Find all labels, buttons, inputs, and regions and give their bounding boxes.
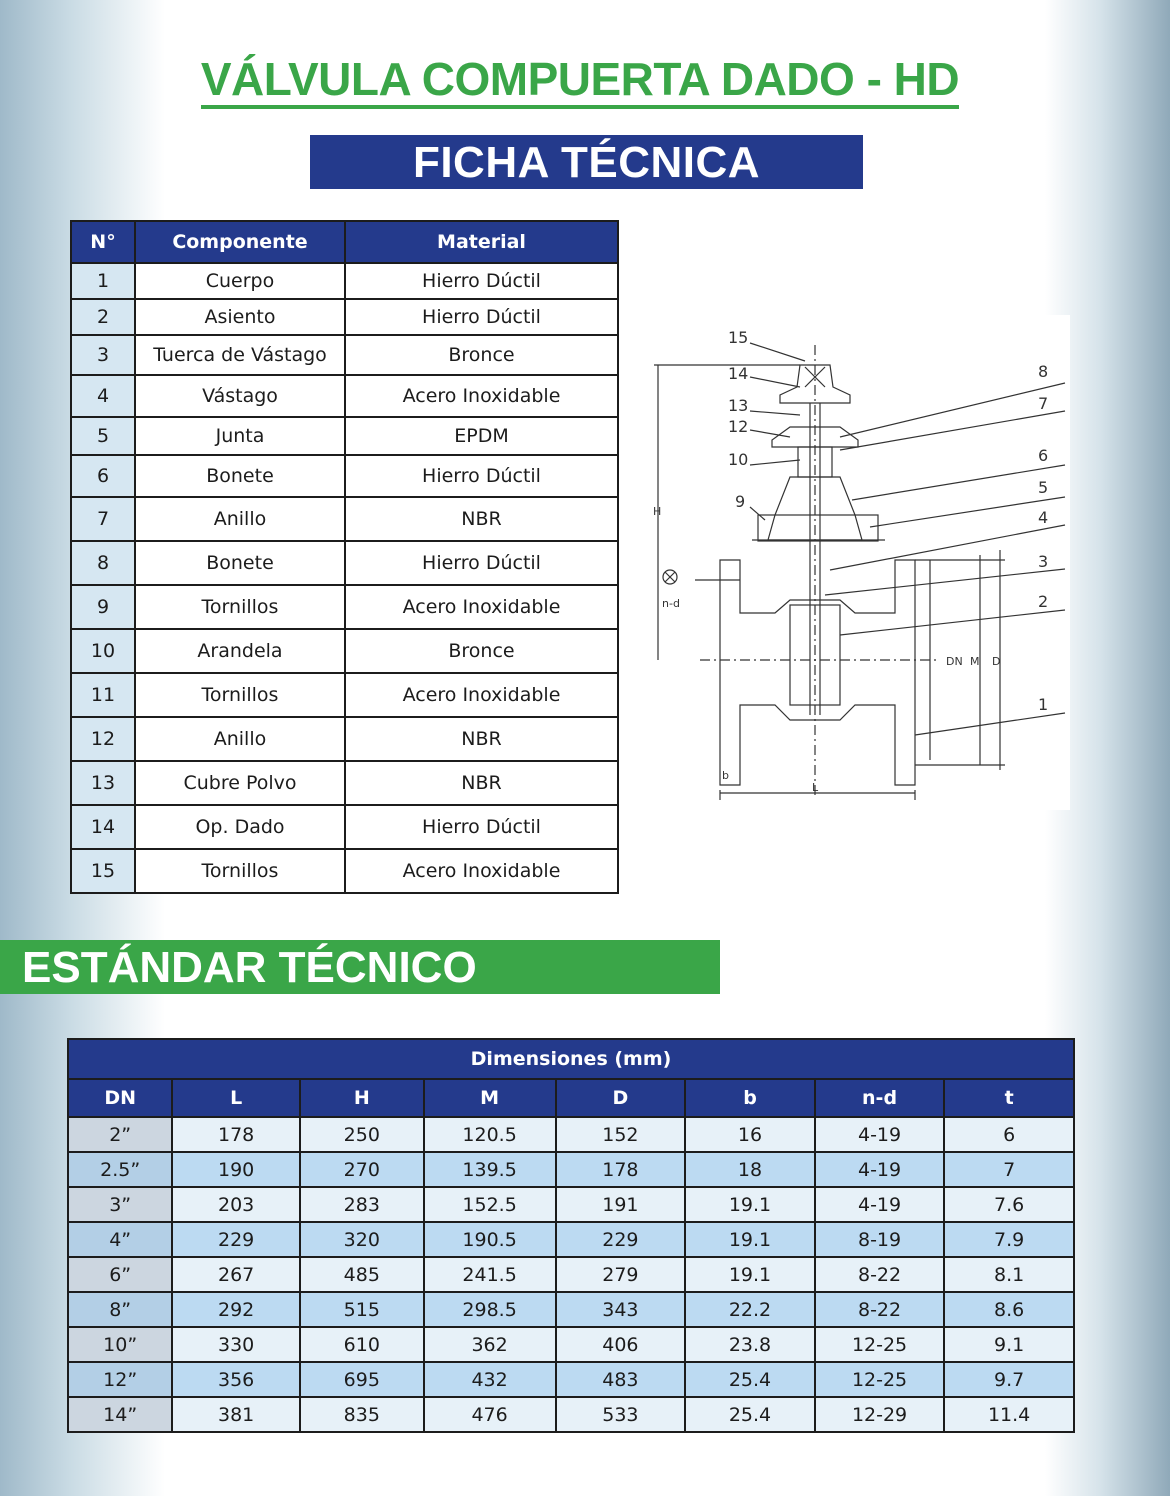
dimension-row xyxy=(68,1222,1074,1257)
component-row xyxy=(71,417,618,455)
dim-cell: 483 xyxy=(556,1362,686,1397)
dim-cell: 279 xyxy=(556,1257,686,1292)
label-dn: DN xyxy=(946,655,963,668)
component-material: NBR xyxy=(345,497,618,541)
dim-cell: 4-19 xyxy=(815,1152,944,1187)
component-row xyxy=(71,673,618,717)
component-material: Acero Inoxidable xyxy=(345,673,618,717)
dim-cell: 270 xyxy=(300,1152,424,1187)
callout-9: 9 xyxy=(735,492,746,511)
component-number: 4 xyxy=(71,375,135,417)
callout-1: 1 xyxy=(1038,695,1049,714)
dim-cell: 12-25 xyxy=(815,1327,944,1362)
dim-header-m: M xyxy=(424,1079,556,1117)
component-row xyxy=(71,375,618,417)
component-number: 3 xyxy=(71,335,135,375)
dim-header-h: H xyxy=(300,1079,424,1117)
dim-cell: 152 xyxy=(556,1117,686,1152)
dim-header-dn: DN xyxy=(68,1079,172,1117)
dim-header-l: L xyxy=(172,1079,300,1117)
component-material: NBR xyxy=(345,761,618,805)
dim-cell: 203 xyxy=(172,1187,300,1222)
dim-cell: 229 xyxy=(172,1222,300,1257)
dim-cell: 8-22 xyxy=(815,1292,944,1327)
label-n-d: n-d xyxy=(662,597,680,610)
component-row xyxy=(71,299,618,335)
component-name: Bonete xyxy=(135,541,345,585)
dim-cell: 12-29 xyxy=(815,1397,944,1432)
dim-cell: 10” xyxy=(68,1327,172,1362)
component-row xyxy=(71,805,618,849)
component-material: Bronce xyxy=(345,335,618,375)
dim-cell: 362 xyxy=(424,1327,556,1362)
callout-8: 8 xyxy=(1038,362,1049,381)
dim-cell: 4-19 xyxy=(815,1117,944,1152)
component-row xyxy=(71,585,618,629)
component-name: Tornillos xyxy=(135,585,345,629)
dim-header-b: b xyxy=(685,1079,815,1117)
dim-cell: 6 xyxy=(944,1117,1074,1152)
dim-cell: 6” xyxy=(68,1257,172,1292)
dimensions-table xyxy=(67,1038,1075,1433)
dimensions-header-row xyxy=(68,1079,1074,1117)
component-number: 2 xyxy=(71,299,135,335)
component-material: Acero Inoxidable xyxy=(345,585,618,629)
dim-cell: 152.5 xyxy=(424,1187,556,1222)
component-number: 5 xyxy=(71,417,135,455)
dim-header-d: D xyxy=(556,1079,686,1117)
callout-13: 13 xyxy=(728,396,749,415)
component-name: Bonete xyxy=(135,455,345,497)
dim-cell: 8” xyxy=(68,1292,172,1327)
col-header-componente: Componente xyxy=(135,221,345,263)
dimension-row xyxy=(68,1152,1074,1187)
dimension-row xyxy=(68,1117,1074,1152)
callout-6: 6 xyxy=(1038,446,1049,465)
dim-cell: 343 xyxy=(556,1292,686,1327)
component-row xyxy=(71,717,618,761)
dim-cell: 190.5 xyxy=(424,1222,556,1257)
dim-cell: 11.4 xyxy=(944,1397,1074,1432)
ficha-tecnica-banner: FICHA TÉCNICA xyxy=(310,135,863,189)
dim-cell: 229 xyxy=(556,1222,686,1257)
component-name: Arandela xyxy=(135,629,345,673)
component-name: Cuerpo xyxy=(135,263,345,299)
component-name: Vástago xyxy=(135,375,345,417)
component-row xyxy=(71,455,618,497)
label-m: M xyxy=(970,655,980,668)
component-name: Anillo xyxy=(135,497,345,541)
dim-header-n-d: n-d xyxy=(815,1079,944,1117)
component-row xyxy=(71,761,618,805)
callout-4: 4 xyxy=(1038,508,1049,527)
page-title-wrap xyxy=(0,52,1160,106)
dim-cell: 381 xyxy=(172,1397,300,1432)
dim-cell: 8-19 xyxy=(815,1222,944,1257)
dim-cell: 22.2 xyxy=(685,1292,815,1327)
component-number: 13 xyxy=(71,761,135,805)
dim-cell: 8.6 xyxy=(944,1292,1074,1327)
callout-3: 3 xyxy=(1038,552,1049,571)
component-material: NBR xyxy=(345,717,618,761)
component-row xyxy=(71,263,618,299)
valve-technical-drawing xyxy=(640,315,1070,810)
dim-cell: 2” xyxy=(68,1117,172,1152)
dim-cell: 14” xyxy=(68,1397,172,1432)
dim-cell: 3” xyxy=(68,1187,172,1222)
component-number: 8 xyxy=(71,541,135,585)
dim-cell: 533 xyxy=(556,1397,686,1432)
component-number: 10 xyxy=(71,629,135,673)
dim-cell: 18 xyxy=(685,1152,815,1187)
dimension-row xyxy=(68,1257,1074,1292)
component-number: 1 xyxy=(71,263,135,299)
dim-cell: 9.1 xyxy=(944,1327,1074,1362)
dim-cell: 23.8 xyxy=(685,1327,815,1362)
dim-cell: 19.1 xyxy=(685,1187,815,1222)
component-material: Bronce xyxy=(345,629,618,673)
page-title: VÁLVULA COMPUERTA DADO - HD xyxy=(201,53,959,109)
component-material: Acero Inoxidable xyxy=(345,375,618,417)
dimension-row xyxy=(68,1292,1074,1327)
dim-cell: 2.5” xyxy=(68,1152,172,1187)
component-material: Hierro Dúctil xyxy=(345,541,618,585)
component-row xyxy=(71,497,618,541)
dim-cell: 356 xyxy=(172,1362,300,1397)
dim-cell: 4-19 xyxy=(815,1187,944,1222)
component-name: Cubre Polvo xyxy=(135,761,345,805)
dim-cell: 330 xyxy=(172,1327,300,1362)
dim-cell: 241.5 xyxy=(424,1257,556,1292)
dim-cell: 298.5 xyxy=(424,1292,556,1327)
valve-body-shape xyxy=(720,560,915,785)
dim-cell: 320 xyxy=(300,1222,424,1257)
components-table-body xyxy=(71,263,618,893)
callout-2: 2 xyxy=(1038,592,1049,611)
component-material: Hierro Dúctil xyxy=(345,455,618,497)
dim-cell: 9.7 xyxy=(944,1362,1074,1397)
component-row xyxy=(71,629,618,673)
component-name: Tornillos xyxy=(135,849,345,893)
dim-cell: 7 xyxy=(944,1152,1074,1187)
dim-cell: 139.5 xyxy=(424,1152,556,1187)
component-number: 6 xyxy=(71,455,135,497)
dim-cell: 7.9 xyxy=(944,1222,1074,1257)
dim-cell: 283 xyxy=(300,1187,424,1222)
dim-cell: 19.1 xyxy=(685,1257,815,1292)
dim-cell: 250 xyxy=(300,1117,424,1152)
dim-cell: 12” xyxy=(68,1362,172,1397)
dim-cell: 191 xyxy=(556,1187,686,1222)
dimension-row xyxy=(68,1362,1074,1397)
dim-cell: 610 xyxy=(300,1327,424,1362)
dim-cell: 8.1 xyxy=(944,1257,1074,1292)
dim-cell: 25.4 xyxy=(685,1397,815,1432)
component-material: Hierro Dúctil xyxy=(345,805,618,849)
dim-cell: 178 xyxy=(172,1117,300,1152)
dim-cell: 485 xyxy=(300,1257,424,1292)
label-h: H xyxy=(653,505,662,518)
dim-cell: 695 xyxy=(300,1362,424,1397)
component-material: Hierro Dúctil xyxy=(345,263,618,299)
dim-cell: 16 xyxy=(685,1117,815,1152)
label-b: b xyxy=(722,769,729,782)
component-name: Tuerca de Vástago xyxy=(135,335,345,375)
component-material: Hierro Dúctil xyxy=(345,299,618,335)
dim-header-t: t xyxy=(944,1079,1074,1117)
callout-7: 7 xyxy=(1038,394,1049,413)
component-name: Anillo xyxy=(135,717,345,761)
dimension-row xyxy=(68,1187,1074,1222)
component-number: 14 xyxy=(71,805,135,849)
dim-cell: 476 xyxy=(424,1397,556,1432)
dimensions-table-body xyxy=(68,1117,1074,1432)
component-number: 12 xyxy=(71,717,135,761)
dim-cell: 8-22 xyxy=(815,1257,944,1292)
label-d: D xyxy=(992,655,1001,668)
col-header-material: Material xyxy=(345,221,618,263)
dim-cell: 190 xyxy=(172,1152,300,1187)
callout-12: 12 xyxy=(728,417,749,436)
component-number: 15 xyxy=(71,849,135,893)
dim-cell: 515 xyxy=(300,1292,424,1327)
dim-cell: 25.4 xyxy=(685,1362,815,1397)
component-name: Asiento xyxy=(135,299,345,335)
estandar-tecnico-banner: ESTÁNDAR TÉCNICO xyxy=(0,940,720,994)
component-row xyxy=(71,335,618,375)
callout-5: 5 xyxy=(1038,478,1049,497)
callout-15: 15 xyxy=(728,328,749,347)
dim-cell: 7.6 xyxy=(944,1187,1074,1222)
component-name: Tornillos xyxy=(135,673,345,717)
col-header-number: N° xyxy=(71,221,135,263)
dim-cell: 406 xyxy=(556,1327,686,1362)
dim-cell: 19.1 xyxy=(685,1222,815,1257)
callout-14: 14 xyxy=(728,364,749,383)
callout-10: 10 xyxy=(728,450,749,469)
components-table xyxy=(70,220,619,894)
dim-cell: 267 xyxy=(172,1257,300,1292)
component-number: 11 xyxy=(71,673,135,717)
component-row xyxy=(71,541,618,585)
dim-cell: 178 xyxy=(556,1152,686,1187)
dim-cell: 4” xyxy=(68,1222,172,1257)
component-material: Acero Inoxidable xyxy=(345,849,618,893)
dim-cell: 12-25 xyxy=(815,1362,944,1397)
dim-cell: 835 xyxy=(300,1397,424,1432)
dim-cell: 292 xyxy=(172,1292,300,1327)
dimension-row xyxy=(68,1397,1074,1432)
dimensions-caption: Dimensiones (mm) xyxy=(68,1039,1074,1079)
dim-cell: 432 xyxy=(424,1362,556,1397)
label-l: L xyxy=(812,781,819,794)
component-number: 9 xyxy=(71,585,135,629)
component-name: Junta xyxy=(135,417,345,455)
dimension-row xyxy=(68,1327,1074,1362)
component-name: Op. Dado xyxy=(135,805,345,849)
component-material: EPDM xyxy=(345,417,618,455)
dim-cell: 120.5 xyxy=(424,1117,556,1152)
component-row xyxy=(71,849,618,893)
component-number: 7 xyxy=(71,497,135,541)
